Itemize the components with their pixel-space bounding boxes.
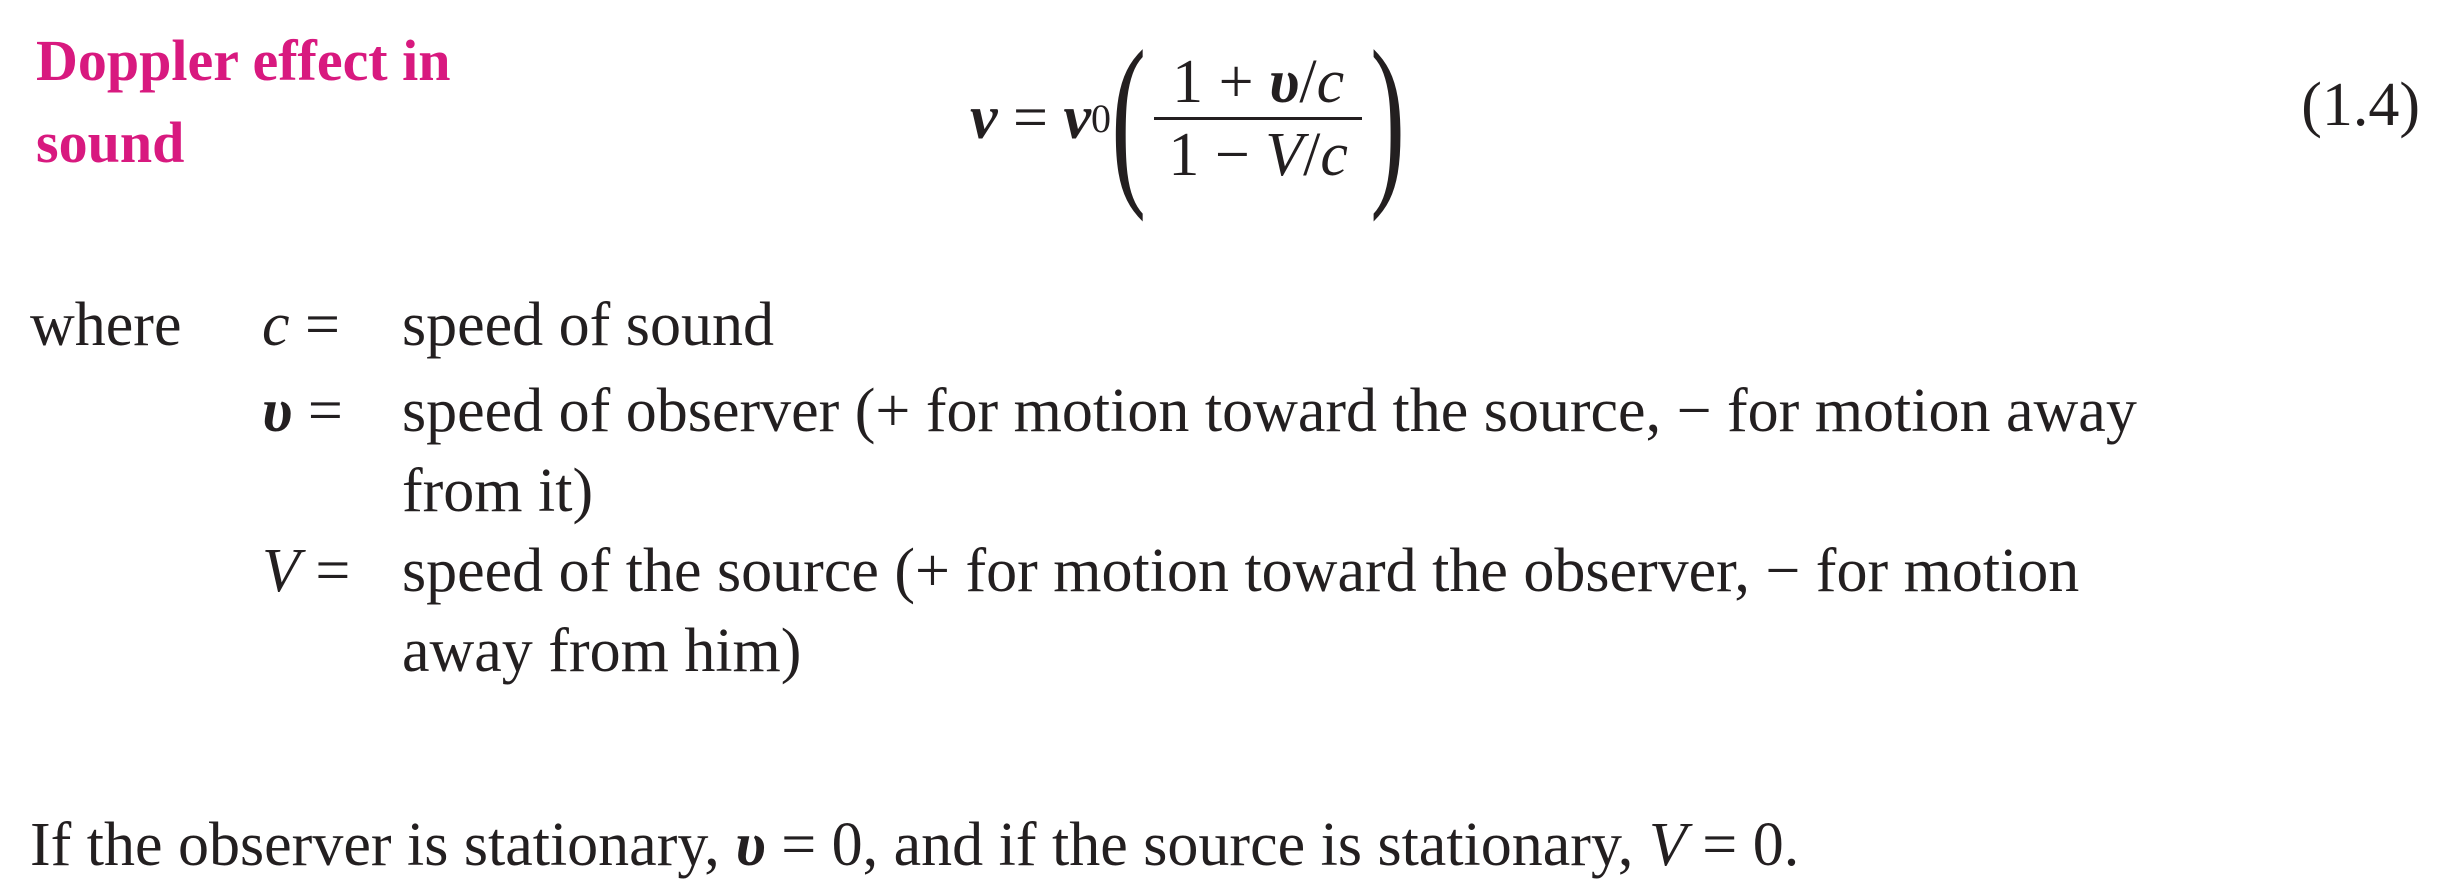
denominator-one-minus: 1 − [1168, 120, 1266, 189]
equation-fraction [1154, 47, 1362, 190]
definition-text [402, 531, 2452, 691]
stationary-note [30, 805, 1799, 885]
where-label: where [30, 291, 182, 359]
equation-equals: = [997, 83, 1064, 152]
fraction-denominator [1154, 120, 1362, 190]
left-paren: ( [1111, 13, 1147, 223]
denominator-slash: / [1303, 120, 1321, 189]
definition-symbol [262, 531, 402, 611]
definition-line: speed of observer (+ for motion toward the source, − for motion away [402, 377, 2137, 445]
symbol-v: υ [262, 377, 293, 445]
variable-definitions [30, 285, 2430, 691]
note-symbol-v: υ [735, 811, 766, 879]
definition-row-V [30, 531, 2430, 691]
definition-line-continued: away from him) [402, 617, 802, 685]
symbol-c: c [262, 291, 290, 359]
equation-nu0-subscript: 0 [1091, 95, 1112, 141]
numerator-c: c [1316, 47, 1345, 116]
equation-number: (1.4) [2301, 71, 2420, 139]
symbol-equals: = [292, 377, 343, 445]
definition-line-continued: from it) [402, 457, 594, 525]
margin-heading-line-1: Doppler effect in [36, 28, 451, 93]
margin-heading [36, 20, 556, 184]
denominator-V: V [1265, 120, 1304, 189]
numerator-v: υ [1269, 47, 1300, 116]
definition-line: speed of sound [402, 291, 774, 359]
definition-symbol [262, 371, 402, 451]
symbol-equals: = [299, 537, 351, 605]
note-symbol-V: V [1648, 811, 1687, 879]
fraction-numerator [1158, 47, 1358, 117]
equation-nu0: ν [1063, 83, 1092, 152]
right-paren: ) [1370, 13, 1405, 223]
definition-line: speed of the source (+ for motion toward the observer, − for motion [402, 537, 2080, 605]
margin-heading-line-2: sound [36, 110, 185, 175]
equation-lhs-nu: ν [970, 83, 998, 152]
symbol-equals: = [289, 291, 340, 359]
definition-text [402, 371, 2452, 531]
denominator-c: c [1320, 120, 1348, 189]
note-part-2: = 0, and if the source is stationary, [765, 811, 1649, 879]
note-part-3: = 0. [1686, 811, 1800, 879]
numerator-one-plus: 1 + [1172, 47, 1270, 116]
definition-row-v [30, 371, 2430, 531]
numerator-slash: / [1299, 47, 1317, 116]
symbol-V: V [262, 537, 300, 605]
definition-row-c [30, 285, 2430, 371]
note-part-1: If the observer is stationary, [30, 811, 736, 879]
definition-text [402, 285, 2452, 365]
doppler-equation [970, 13, 1405, 223]
definition-symbol [262, 285, 402, 365]
